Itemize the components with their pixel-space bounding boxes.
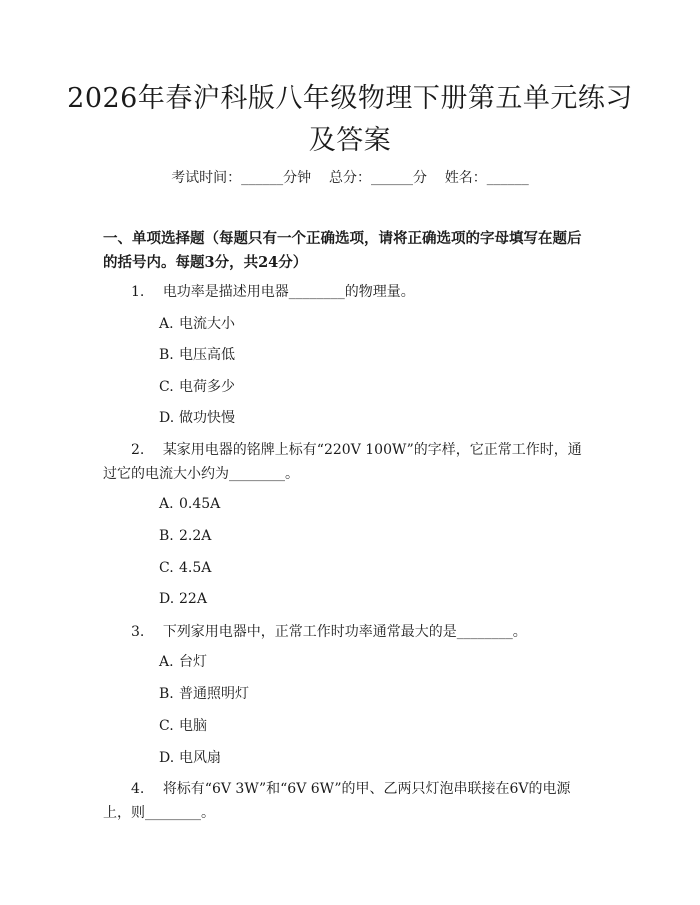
option-a <box>159 652 207 672</box>
question-number: 1. <box>131 284 145 300</box>
option-c <box>159 558 211 578</box>
question-number: 3. <box>131 624 145 640</box>
document-title: 2026年春沪科版八年级物理下册第五单元练习及答案 <box>67 83 633 156</box>
option-letter: D. <box>159 750 175 766</box>
option-text: 台灯 <box>179 654 207 670</box>
option-text: 2.2A <box>179 528 212 544</box>
option-text: 22A <box>179 591 207 607</box>
question-4 <box>103 777 592 825</box>
option-text: 做功快慢 <box>179 410 235 426</box>
option-c <box>159 377 235 397</box>
option-text: 电脑 <box>179 718 207 734</box>
option-text: 电流大小 <box>179 316 235 332</box>
option-text: 普通照明灯 <box>179 686 249 702</box>
option-letter: A. <box>159 654 174 670</box>
option-a <box>159 314 235 334</box>
option-text: 电压高低 <box>179 347 235 363</box>
question-2 <box>103 438 592 486</box>
option-letter: C. <box>159 379 174 395</box>
question-number: 4. <box>131 781 145 797</box>
question-text: 将标有“6V 3W”和“6V 6W”的甲、乙两只灯泡串联接在6V的电源上，则________。 <box>103 781 571 821</box>
question-3 <box>103 620 592 644</box>
question-text: 下列家用电器中，正常工作时功率通常最大的是________。 <box>162 624 527 640</box>
option-d <box>159 408 235 428</box>
option-text: 4.5A <box>179 560 212 576</box>
option-c <box>159 716 207 736</box>
exam-info-line: 考试时间：______分钟 总分：______分 姓名：______ <box>171 170 529 186</box>
option-letter: B. <box>159 686 174 702</box>
option-letter: D. <box>159 591 175 607</box>
option-letter: D. <box>159 410 175 426</box>
question-1 <box>103 280 592 304</box>
option-b <box>159 684 249 704</box>
option-letter: C. <box>159 718 174 734</box>
option-d <box>159 748 221 768</box>
option-b <box>159 345 235 365</box>
option-text: 电风扇 <box>179 750 221 766</box>
question-number: 2. <box>131 442 145 458</box>
option-letter: C. <box>159 560 174 576</box>
question-text: 某家用电器的铭牌上标有“220V 100W”的字样，它正常工作时，通过它的电流大小约为________。 <box>103 442 582 482</box>
question-text: 电功率是描述用电器________的物理量。 <box>162 284 415 300</box>
option-letter: B. <box>159 347 174 363</box>
option-text: 电荷多少 <box>179 379 235 395</box>
option-b <box>159 526 211 546</box>
section-heading: 一、单项选择题（每题只有一个正确选项，请将正确选项的字母填写在题后的括号内。每题3分，共24分） <box>103 230 582 271</box>
option-letter: A. <box>159 316 174 332</box>
option-a <box>159 494 220 514</box>
option-letter: B. <box>159 528 174 544</box>
option-d <box>159 589 207 609</box>
option-text: 0.45A <box>179 496 221 512</box>
option-letter: A. <box>159 496 174 512</box>
